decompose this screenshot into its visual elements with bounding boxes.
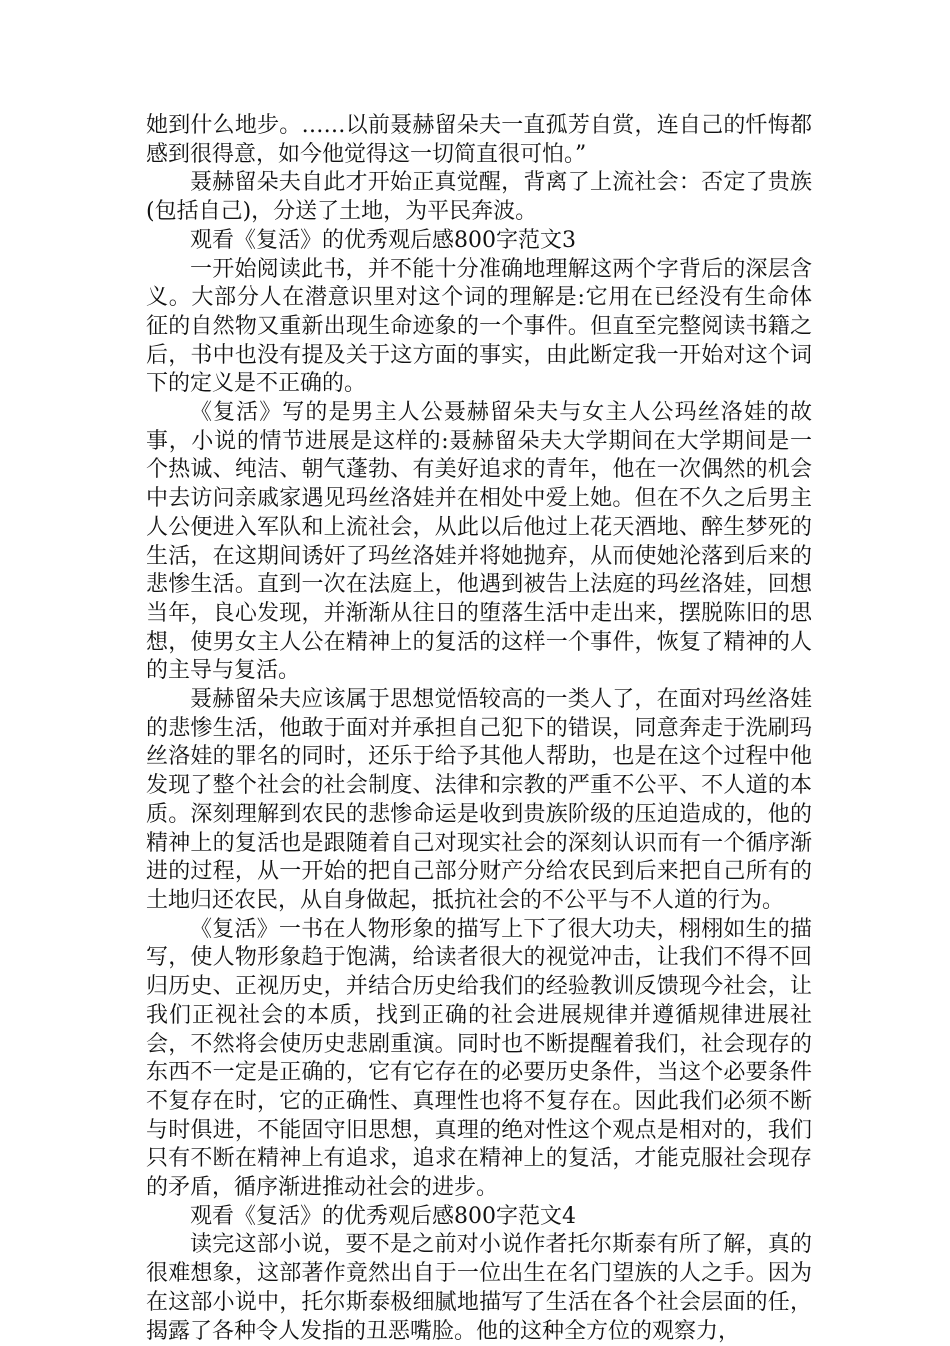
section-heading-4: 观看《复活》的优秀观后感800字范文4 [190,1203,576,1229]
paragraph-plot-summary: 《复活》写的是男主人公聂赫留朵夫与女主人公玛丝洛娃的故事，小说的情节进展是这样的:聂赫留朵夫大学期间在大学期间是一个热诚、纯洁、朝气蓬勃、有美好追求的青年，他在一次偶然的机会中去访问亲戚家遇见玛丝洛娃并在相处中爱上她。但在不久之后男主人公便进入军队和上流社会，从此以后他过上花天酒地、醉生梦死的生活，在这期间诱奸了玛丝洛娃并将她抛弃，从而使她沦落到后来的悲惨生活。直到一次在法庭上，他遇到被告上法庭的玛丝洛娃，回想当年，良心发现，并渐渐从往日的堕落生活中走出来，摆脱陈旧的思想，使男女主人公在精神上的复活的这样一个事件，恢复了精神的人的主导与复活。 [146,400,812,684]
paragraph-character-analysis: 聂赫留朵夫应该属于思想觉悟较高的一类人了，在面对玛丝洛娃的悲惨生活，他敢于面对并承担自己犯下的错误，同意奔走于洗刷玛丝洛娃的罪名的同时，还乐于给予其他人帮助，也是在这个过程中他发现了整个社会的社会制度、法律和宗教的严重不公平、不人道的本质。深刻理解到农民的悲惨命运是收到贵族阶级的压迫造成的，他的精神上的复活也是跟随着自己对现实社会的深刻认识而有一个循序渐进的过程，从一开始的把自己部分财产分给农民到后来把自己所有的土地归还农民，从自身做起，抵抗社会的不公平与不人道的行为。 [146,687,812,913]
paragraph-tolstoy-observation: 读完这部小说，要不是之前对小说作者托尔斯泰有所了解，真的很难想象，这部著作竟然出自于一位出生在名门望族的人之手。因为在这部小说中，托尔斯泰极细腻地描写了生活在各个社会层面的任，揭露了各种令人发指的丑恶嘴脸。他的这种全方位的观察力， [146,1232,812,1344]
paragraph-awakening: 聂赫留朵夫自此才开始正真觉醒，背离了上流社会：否定了贵族(包括自己)，分送了土地，为平民奔波。 [146,170,812,225]
section-heading-3: 观看《复活》的优秀观后感800字范文3 [190,227,576,253]
document-page [146,112,812,1346]
paragraph-intro-meaning: 一开始阅读此书，并不能十分准确地理解这两个字背后的深层含义。大部分人在潜意识里对这个词的理解是:它用在已经没有生命体征的自然物又重新出现生命迹象的一个事件。但直至完整阅读书籍之后，书中也没有提及关于这方面的事实，由此断定我一开始对这个词下的定义是不正确的。 [146,256,812,397]
paragraph-historical-reflection: 《复活》一书在人物形象的描写上下了很大功夫，栩栩如生的描写，使人物形象趋于饱满，给读者很大的视觉冲击，让我们不得不回归历史、正视历史，并结合历史给我们的经验教训反馈现今社会，让我们正视社会的本质，找到正确的社会进展规律并遵循规律进展社会，不然将会使历史悲剧重演。同时也不断提醒着我们，社会现存的东西不一定是正确的，它有它存在的必要历史条件，当这个必要条件不复存在时，它的正确性、真理性也将不复存在。因此我们必须不断与时俱进，不能固守旧思想，真理的绝对性这个观点是相对的，我们只有不断在精神上有追求，追求在精神上的复活，才能克服社会现存的矛盾，循序渐进推动社会的进步。 [146,916,812,1201]
paragraph-continuation: 她到什么地步。……以前聂赫留朵夫一直孤芳自赏，连自己的忏悔都感到很得意，如今他觉得这一切简直很可怕。” [146,113,812,167]
